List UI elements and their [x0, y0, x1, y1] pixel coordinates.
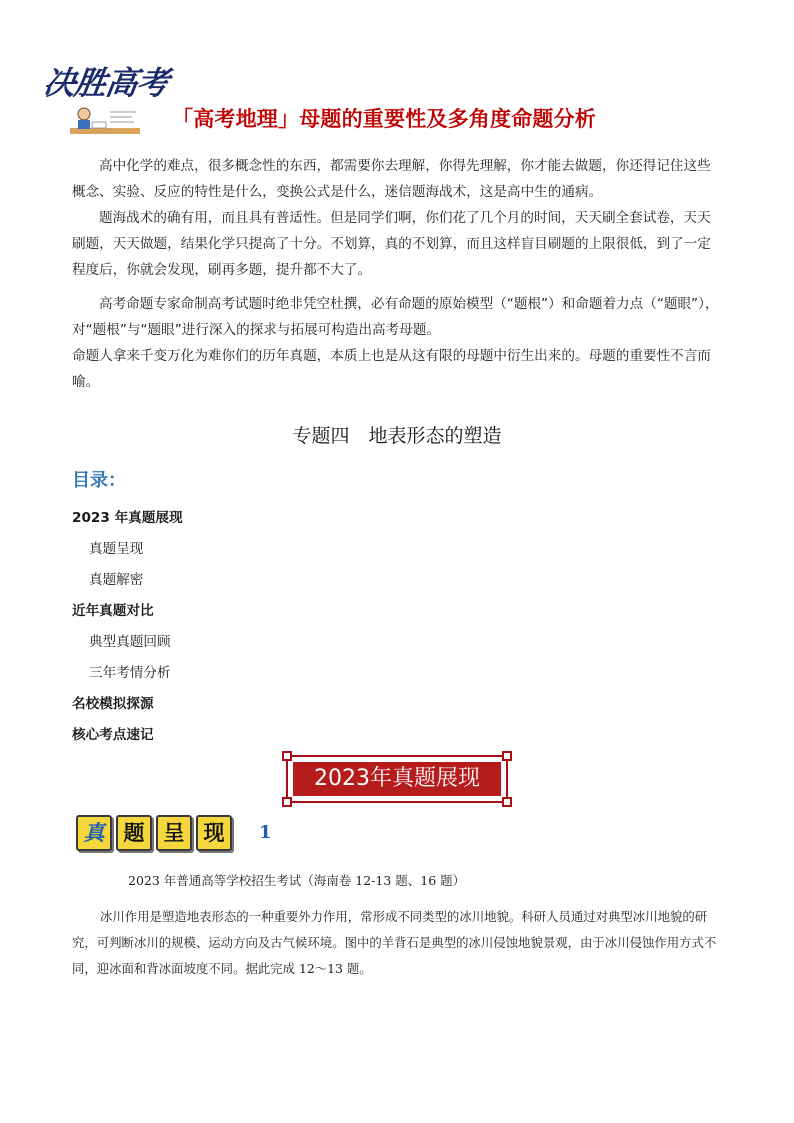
- banner-corner-ornament: [502, 797, 512, 807]
- intro-paragraph-group: [72, 291, 724, 395]
- table-of-contents: [72, 507, 183, 755]
- toc-heading: 目录：: [72, 470, 126, 491]
- badge-char: 真: [76, 815, 112, 851]
- banner-corner-ornament: [282, 797, 292, 807]
- toc-item[interactable]: 真题解密: [89, 572, 144, 588]
- intro-paragraph: 题海战术的确有用，而且具有普适性。但是同学们啊，你们花了几个月的时间，天天刷全套试卷，天天刷题，天天做题，结果化学只提高了十分。不划算，真的不划算，而且这样盲目刷题的上限很低，到了一定程度后，你就会发现，刷再多题，提升都不大了。: [72, 210, 711, 278]
- question-stem: 冰川作用是塑造地表形态的一种重要外力作用，常形成不同类型的冰川地貌。科研人员通过对典型冰川地貌的研究，可判断冰川的规模、运动方向及古气候环境。图中的羊背石是典型的冰川侵蚀地貌景观，由于冰川侵蚀作用方式不同，迎冰面和背冰面坡度不同。据此完成 12～13 题。: [72, 909, 717, 976]
- banner-corner-ornament: [282, 751, 292, 761]
- toc-item[interactable]: 真题呈现: [89, 541, 144, 557]
- toc-item[interactable]: 近年真题对比: [72, 603, 154, 619]
- banner-label: 2023年真题展现: [293, 762, 501, 796]
- badge-char: 呈: [156, 815, 192, 851]
- subsection-badge: [76, 815, 232, 853]
- badge-char: 现: [196, 815, 232, 851]
- subsection-number: 1: [259, 822, 272, 843]
- section-title: 专题四 地表形态的塑造: [292, 425, 502, 447]
- intro-paragraph: 命题人拿来千变万化为难你们的历年真题，本质上也是从这有限的母题中衍生出来的。母题的重要性不言而喻。: [72, 348, 711, 390]
- logo-text: 决胜高考: [41, 64, 171, 102]
- banner-corner-ornament: [502, 751, 512, 761]
- badge-char: 题: [116, 815, 152, 851]
- intro-paragraph: 高中化学的难点，很多概念性的东西，都需要你去理解，你得先理解，你才能去做题，你还得记住这些概念、实验、反应的特性是什么，变换公式是什么，迷信题海战术，这是高中生的通病。: [72, 158, 711, 200]
- student-reading-icon: [70, 102, 140, 138]
- exam-source: 2023 年普通高等学校招生考试（海南卷 12-13 题、16 题）: [128, 873, 466, 888]
- toc-item[interactable]: 名校模拟探源: [72, 696, 154, 712]
- toc-item[interactable]: 核心考点速记: [72, 727, 154, 743]
- section-banner: [286, 755, 508, 803]
- toc-item[interactable]: 2023 年真题展现: [72, 510, 183, 526]
- toc-item[interactable]: 典型真题回顾: [89, 634, 171, 650]
- brand-logo: [41, 58, 172, 138]
- document-title: 「高考地理」母题的重要性及多角度命题分析: [172, 107, 596, 131]
- intro-paragraph: 高考命题专家命制高考试题时绝非凭空杜撰，必有命题的原始模型（“题根”）和命题着力点（“题眼”），对“题根”与“题眼”进行深入的探求与拓展可构造出高考母题。: [72, 296, 719, 338]
- toc-item[interactable]: 三年考情分析: [89, 665, 171, 681]
